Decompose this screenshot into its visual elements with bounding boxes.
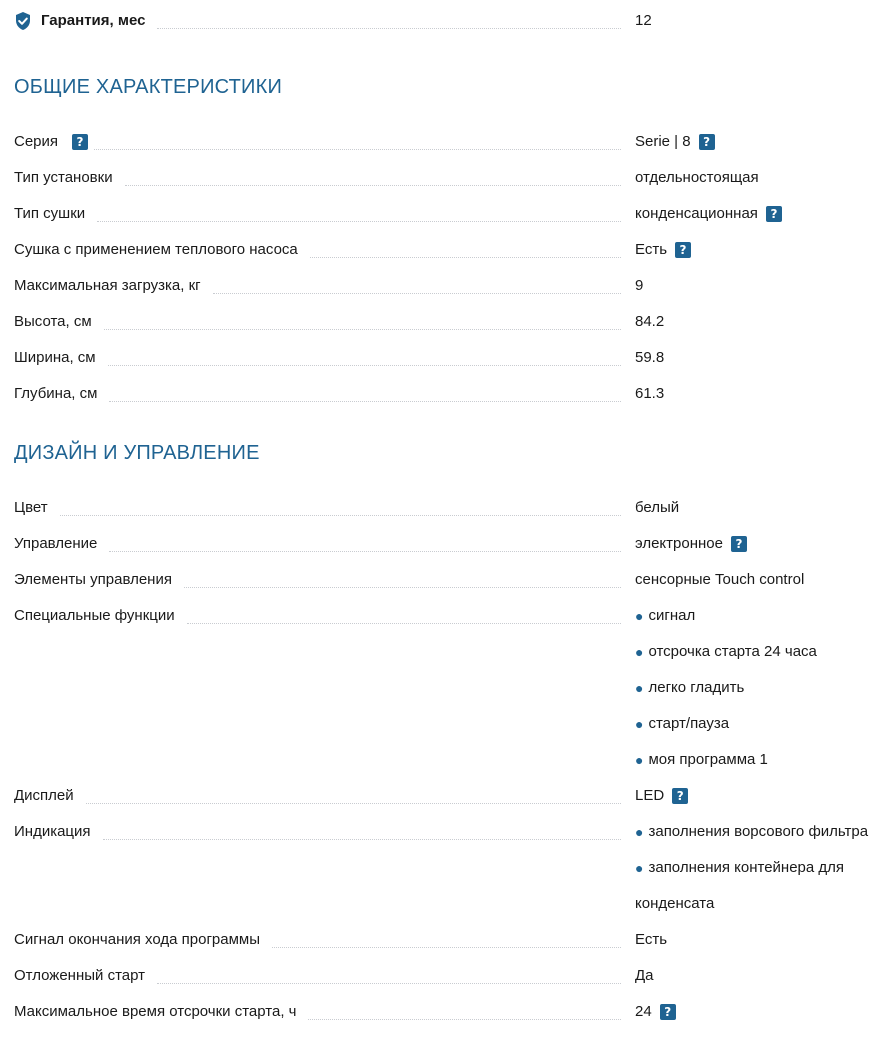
spec-label	[14, 534, 103, 554]
dotted-leader	[272, 947, 621, 948]
spec-value-text: 61.3	[635, 385, 665, 402]
dotted-leader	[103, 839, 621, 840]
spec-row	[14, 782, 893, 812]
dotted-leader	[104, 329, 621, 330]
spec-label	[14, 384, 103, 404]
spec-value-list-item	[635, 858, 844, 878]
spec-value-text: электронное	[635, 535, 723, 552]
dotted-leader	[184, 587, 621, 588]
spec-label	[14, 498, 54, 518]
help-icon[interactable]: ?	[675, 242, 691, 258]
spec-value	[635, 498, 679, 518]
spec-value	[635, 384, 664, 404]
spec-value-text: Serie | 8	[635, 133, 691, 150]
spec-value	[635, 348, 664, 368]
dotted-leader	[308, 1019, 621, 1020]
spec-label-text: Максимальная загрузка, кг	[14, 276, 207, 296]
spec-label	[14, 11, 151, 31]
spec-value	[635, 11, 652, 31]
spec-row	[14, 128, 893, 158]
spec-row	[14, 272, 893, 302]
spec-label	[14, 930, 266, 950]
dotted-leader	[157, 28, 621, 29]
spec-value-list-item	[635, 822, 868, 842]
spec-label-text: Сушка с применением теплового насоса	[14, 240, 304, 260]
spec-value-text: 84.2	[635, 313, 665, 330]
help-icon[interactable]: ?	[699, 134, 715, 150]
section-heading: ОБЩИЕ ХАРАКТЕРИСТИКИ	[14, 76, 283, 98]
spec-label-text: Серия	[14, 132, 64, 152]
dotted-leader	[187, 623, 621, 624]
spec-value-text: отсрочка старта 24 часа	[648, 643, 817, 660]
dotted-leader	[94, 149, 621, 150]
spec-label	[14, 348, 102, 368]
help-icon[interactable]: ?	[731, 536, 747, 552]
spec-value-text: LED	[635, 787, 665, 804]
bullet-icon: ●	[635, 680, 644, 696]
spec-value-list-item	[635, 714, 729, 734]
spec-value-text: моя программа 1	[648, 751, 768, 768]
bullet-icon: ●	[635, 752, 644, 768]
spec-label-text: Дисплей	[14, 786, 80, 806]
spec-label-text: Гарантия, мес	[41, 11, 151, 31]
spec-label-text: Ширина, см	[14, 348, 102, 368]
spec-label-text: Индикация	[14, 822, 97, 842]
spec-value-list-item	[635, 678, 744, 698]
spec-value-text: конденсационная	[635, 205, 758, 222]
spec-value	[635, 966, 654, 986]
spec-value	[635, 786, 688, 806]
spec-label	[14, 570, 178, 590]
spec-value	[635, 132, 715, 152]
bullet-icon: ●	[635, 716, 644, 732]
spec-label	[14, 204, 91, 224]
spec-value	[635, 168, 759, 188]
dotted-leader	[97, 221, 621, 222]
dotted-leader	[310, 257, 621, 258]
spec-value-text: отдельностоящая	[635, 169, 759, 186]
spec-label-text: Глубина, см	[14, 384, 103, 404]
spec-value	[635, 240, 691, 260]
dotted-leader	[108, 365, 621, 366]
spec-row	[14, 200, 893, 230]
spec-label-text: Отложенный старт	[14, 966, 151, 986]
spec-row	[14, 602, 893, 632]
spec-value-text: 24	[635, 1003, 652, 1020]
spec-label-text: Тип сушки	[14, 204, 91, 224]
spec-label	[14, 1002, 302, 1022]
spec-row	[14, 308, 893, 338]
spec-value-text: легко гладить	[648, 679, 745, 696]
spec-label-text: Управление	[14, 534, 103, 554]
dotted-leader	[86, 803, 621, 804]
help-icon[interactable]: ?	[766, 206, 782, 222]
spec-value-continuation	[635, 894, 714, 914]
dotted-leader	[60, 515, 621, 516]
spec-row	[14, 380, 893, 410]
spec-label-text: Специальные функции	[14, 606, 181, 626]
spec-label-text: Элементы управления	[14, 570, 178, 590]
help-icon[interactable]: ?	[660, 1004, 676, 1020]
dotted-leader	[157, 983, 621, 984]
dotted-leader	[109, 551, 621, 552]
bullet-icon: ●	[635, 644, 644, 660]
spec-label-text: Высота, см	[14, 312, 98, 332]
spec-label	[14, 312, 98, 332]
spec-value-text: Есть	[635, 241, 668, 258]
spec-label-text: Цвет	[14, 498, 54, 518]
spec-label	[14, 132, 88, 152]
dotted-leader	[109, 401, 621, 402]
spec-value-text: сенсорные Touch control	[635, 571, 805, 588]
bullet-icon: ●	[635, 824, 644, 840]
spec-value	[635, 1002, 676, 1022]
spec-value	[635, 930, 667, 950]
spec-value-text: сигнал	[648, 607, 696, 624]
shield-check-icon	[14, 11, 32, 31]
spec-value	[635, 570, 804, 590]
spec-row	[14, 494, 893, 524]
spec-value-text: белый	[635, 499, 680, 516]
spec-label	[14, 786, 80, 806]
dotted-leader	[213, 293, 621, 294]
spec-row	[14, 962, 893, 992]
spec-row	[14, 566, 893, 596]
spec-label	[14, 966, 151, 986]
spec-value-text: заполнения ворсового фильтра	[648, 823, 869, 840]
spec-value-text: конденсата	[635, 895, 715, 912]
spec-value-list-item	[635, 750, 768, 770]
spec-label	[14, 822, 97, 842]
dotted-leader	[125, 185, 621, 186]
spec-value-text: заполнения контейнера для	[648, 859, 845, 876]
spec-label	[14, 168, 119, 188]
spec-row-warranty	[14, 7, 893, 37]
spec-value	[635, 534, 747, 554]
spec-value-text: 12	[635, 12, 652, 29]
spec-value-list-item	[635, 642, 817, 662]
spec-value-text: Есть	[635, 931, 668, 948]
spec-value-list-item	[635, 606, 695, 626]
spec-row	[14, 236, 893, 266]
section-heading: ДИЗАЙН И УПРАВЛЕНИЕ	[14, 442, 260, 464]
spec-value	[635, 276, 643, 296]
help-icon[interactable]: ?	[672, 788, 688, 804]
bullet-icon: ●	[635, 860, 644, 876]
spec-label	[14, 240, 304, 260]
spec-row	[14, 164, 893, 194]
bullet-icon: ●	[635, 608, 644, 624]
spec-label	[14, 606, 181, 626]
help-icon[interactable]: ?	[72, 134, 88, 150]
spec-row	[14, 530, 893, 560]
spec-value-text: 9	[635, 277, 644, 294]
spec-row	[14, 926, 893, 956]
spec-row	[14, 998, 893, 1028]
spec-label	[14, 276, 207, 296]
spec-value	[635, 204, 782, 224]
spec-value-text: старт/пауза	[648, 715, 730, 732]
spec-value-text: Да	[635, 967, 654, 984]
spec-value	[635, 312, 664, 332]
spec-label-text: Максимальное время отсрочки старта, ч	[14, 1002, 302, 1022]
spec-label-text: Тип установки	[14, 168, 119, 188]
spec-row	[14, 344, 893, 374]
spec-label-text: Сигнал окончания хода программы	[14, 930, 266, 950]
spec-value-text: 59.8	[635, 349, 665, 366]
